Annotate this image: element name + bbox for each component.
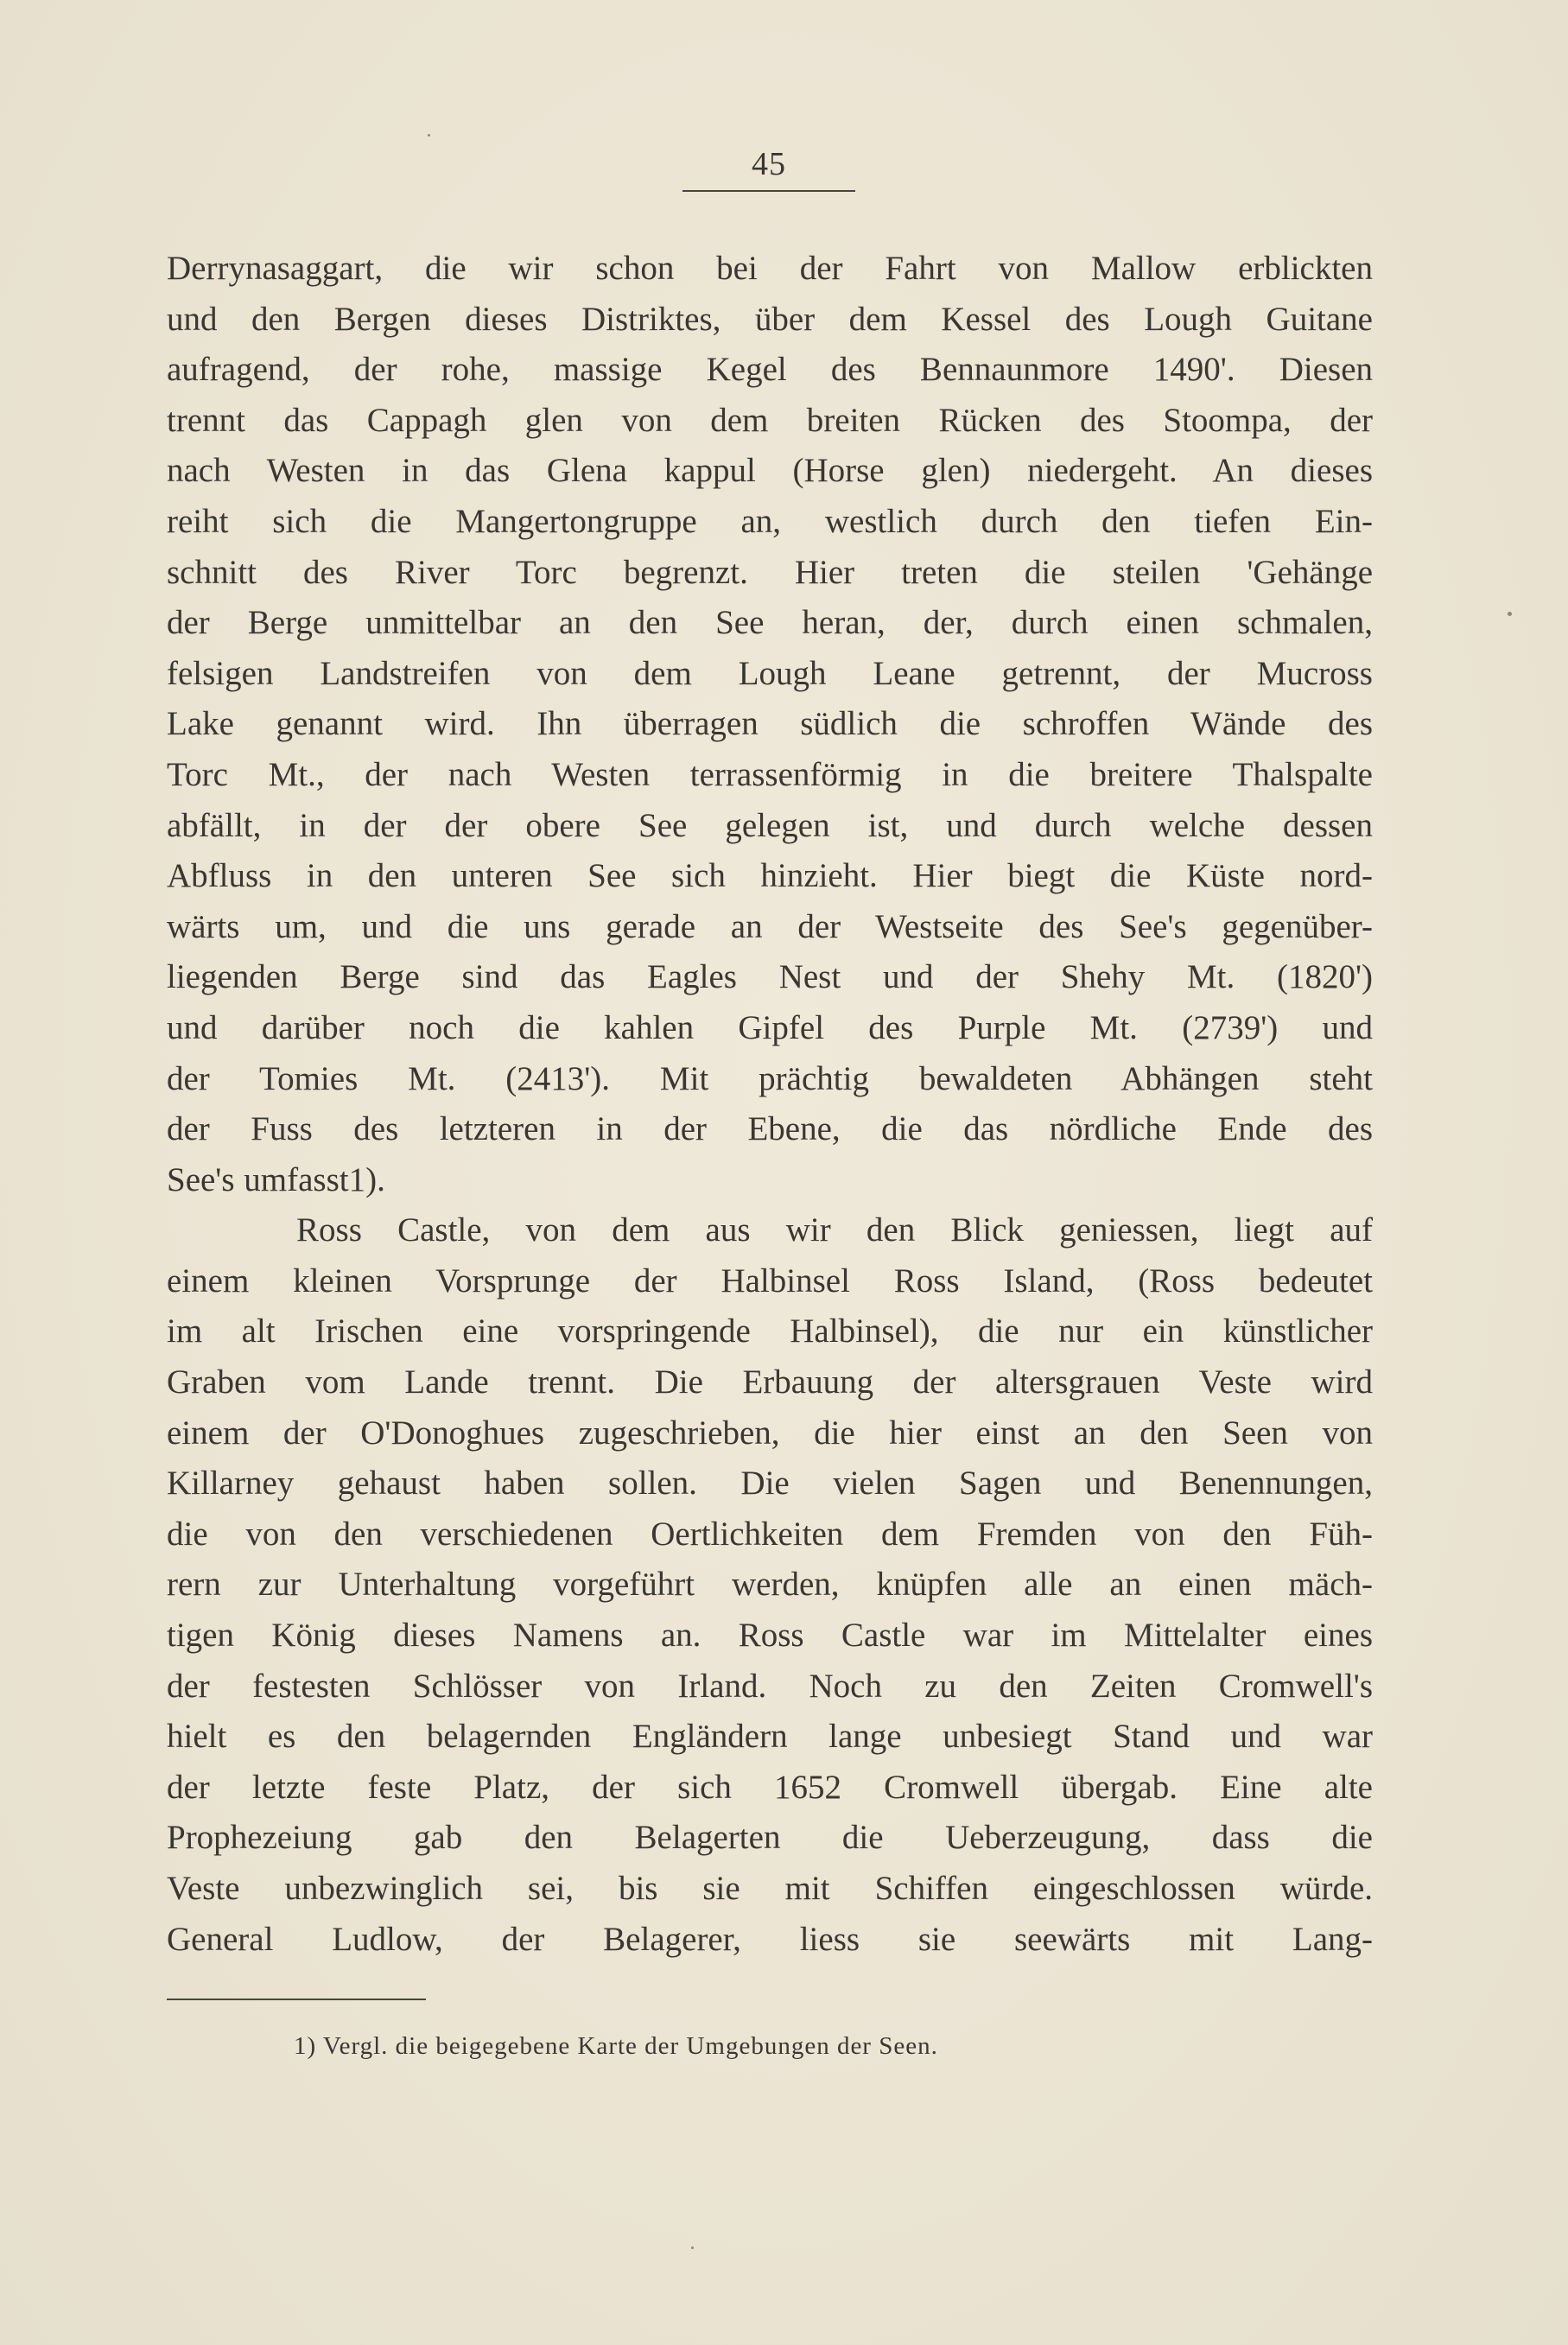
body-text [167,244,1373,1965]
paper-speck [691,2246,694,2249]
text-line: Veste unbezwinglich sei, bis sie mit Schiffen eingeschlossen würde. [167,1870,1373,1907]
text-line: Graben vom Lande trennt. Die Erbauung der altersgrauen Veste wird [167,1363,1373,1401]
text-line: und den Bergen dieses Distriktes, über dem Kessel des Lough Guitane [167,300,1373,338]
text-line: einem der O'Donoghues zugeschrieben, die hier einst an den Seen von [167,1414,1373,1452]
page-number: 45 [752,146,786,182]
text-line: aufragend, der rohe, massige Kegel des Bennaunmore 1490'. Diesen [167,351,1373,389]
paragraph-1 [167,244,1373,1205]
text-line: der Berge unmittelbar an den See heran, der, durch einen schmalen, [167,604,1373,642]
text-line: rern zur Unterhaltung vorgeführt werden, knüpfen alle an einen mäch- [167,1566,1373,1604]
text-line: trennt das Cappagh glen von dem breiten Rücken des Stoompa, der [167,401,1373,439]
text-line: Prophezeiung gab den Belagerten die Ueberzeugung, dass die [167,1819,1373,1857]
text-line: tigen König dieses Namens an. Ross Castle war im Mittelalter eines [167,1617,1373,1655]
paragraph-2 [167,1205,1373,1965]
text-line: hielt es den belagernden Engländern lange unbesiegt Stand und war [167,1718,1373,1756]
text-line: See's umfasst1). [167,1160,385,1198]
text-line: im alt Irischen eine vorspringende Halbinsel), die nur ein künstlicher [167,1312,1373,1350]
text-line: und darüber noch die kahlen Gipfel des Purple Mt. (2739') und [167,1008,1373,1046]
text-line: die von den verschiedenen Oertlichkeiten dem Fremden von den Füh- [167,1515,1373,1553]
text-line: Killarney gehaust haben sollen. Die vielen Sagen und Benennungen, [167,1465,1373,1503]
text-line: der Fuss des letzteren in der Ebene, die das nördliche Ende des [167,1110,1373,1148]
page-number-rule [682,190,855,192]
footnote: 1) Vergl. die beigegebene Karte der Umgebungen der Seen. [294,2032,938,2060]
text-line: Lake genannt wird. Ihn überragen südlich die schroffen Wände des [167,705,1373,743]
text-line: der letzte feste Platz, der sich 1652 Cromwell übergab. Eine alte [167,1768,1373,1806]
text-line: General Ludlow, der Belagerer, liess sie seewärts mit Lang- [167,1920,1373,1958]
text-line: schnitt des River Torc begrenzt. Hier treten die steilen 'Gehänge [167,553,1373,591]
text-line: der festesten Schlösser von Irland. Noch zu den Zeiten Cromwell's [167,1667,1373,1705]
text-line: Derrynasaggart, die wir schon bei der Fahrt von Mallow erblickten [167,250,1373,287]
text-line: liegenden Berge sind das Eagles Nest und der Shehy Mt. (1820') [167,958,1373,996]
text-line: Ross Castle, von dem aus wir den Blick geniessen, liegt auf [296,1211,1373,1249]
text-line: Torc Mt., der nach Westen terrassenförmig in die breitere Thalspalte [167,755,1373,793]
text-line: der Tomies Mt. (2413'). Mit prächtig bewaldeten Abhängen steht [167,1059,1373,1097]
text-line: reiht sich die Mangertongruppe an, westlich durch den tiefen Ein- [167,502,1373,540]
footnote-rule [167,1999,426,2000]
paper-speck [428,134,430,137]
text-line: abfällt, in der der obere See gelegen ist, und durch welche dessen [167,806,1373,844]
text-line: nach Westen in das Glena kappul (Horse glen) niedergeht. An dieses [167,452,1373,490]
paper-speck [1508,612,1512,616]
text-line: einem kleinen Vorsprunge der Halbinsel Ross Island, (Ross bedeutet [167,1261,1373,1300]
text-line: wärts um, und die uns gerade an der Westseite des See's gegenüber- [167,907,1373,945]
text-line: Abfluss in den unteren See sich hinzieht. Hier biegt die Küste nord- [167,857,1373,895]
text-line: felsigen Landstreifen von dem Lough Leane getrennt, der Mucross [167,654,1373,692]
